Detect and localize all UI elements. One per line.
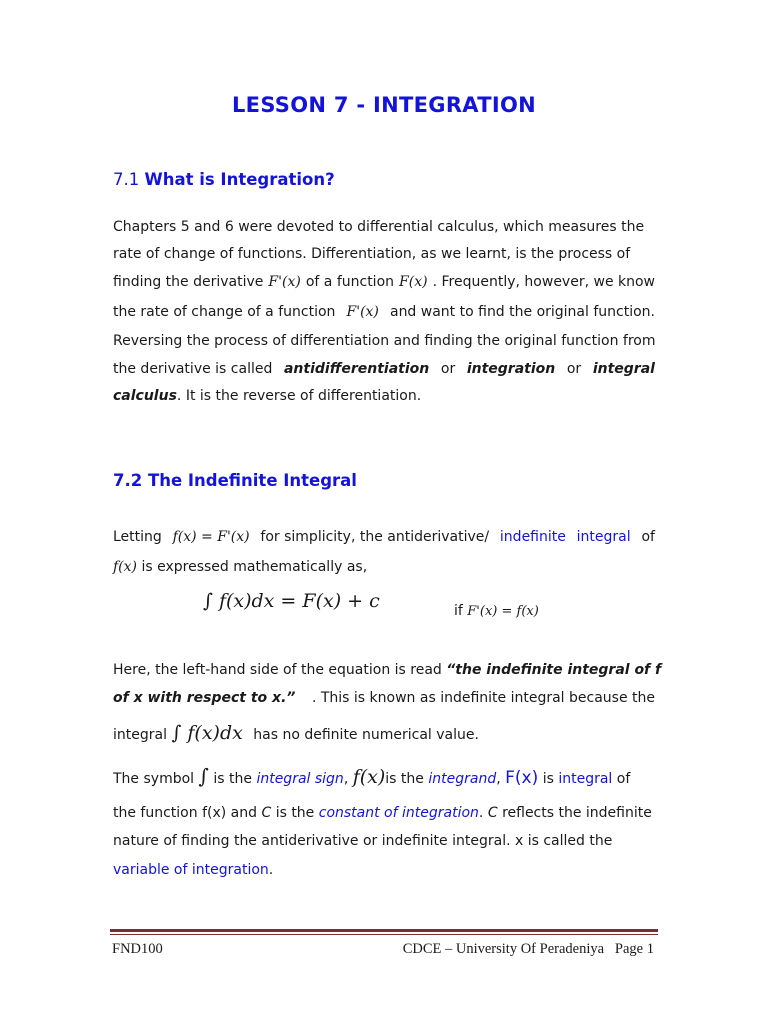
term-calculus: calculus — [113, 388, 177, 404]
section-heading-7-2: 7.2 The Indefinite Integral — [113, 471, 357, 490]
paragraph-line: Here, the left-hand side of the equation is read “the indefinite integral of f — [113, 662, 662, 678]
paragraph-line: Reversing the process of differentiation and finding the original function from — [113, 333, 656, 349]
paragraph-line: The symbol ∫ is the integral sign, f(x)is the integrand, F(x) is integral of — [113, 764, 631, 788]
section-number: 7.1 — [113, 170, 140, 189]
term-antidifferentiation: antidifferentiation — [283, 361, 430, 377]
term-Fx: F(x) — [505, 768, 539, 788]
footer-rule-thick — [110, 929, 658, 932]
quote-reading-end: of x with respect to x.” — [113, 690, 296, 706]
math-definition: f(x) = F'(x) — [172, 529, 250, 545]
equation-condition: if F'(x) = f(x) — [454, 603, 539, 619]
paragraph-line: Letting f(x) = F'(x) for simplicity, the antiderivative/ indefinite integral of — [113, 529, 655, 545]
paragraph-line: the rate of change of a function F'(x) and want to find the original function. — [113, 304, 655, 320]
math-fx: f(x) — [113, 559, 138, 575]
math-integrand: f(x) — [352, 766, 386, 788]
math-derivative: F'(x) — [268, 274, 301, 290]
term-integral-sign[interactable]: integral sign — [256, 771, 344, 787]
footer-institution-page: CDCE – University Of Peradeniya Page 1 — [402, 941, 654, 957]
math-function: F(x) — [399, 274, 428, 290]
math-integral: ∫ f(x)dx — [171, 722, 243, 744]
quote-reading: “the indefinite integral of f — [446, 662, 662, 678]
link-indefinite[interactable]: indefinite — [499, 529, 566, 545]
integral-equation: ∫ f(x)dx = F(x) + c — [203, 590, 380, 612]
paragraph-line: f(x) is expressed mathematically as, — [113, 559, 368, 575]
footer-rule-thin — [110, 934, 658, 935]
page-title: LESSON 7 - INTEGRATION — [232, 93, 536, 117]
term-variable-of-integration[interactable]: variable of integration — [113, 862, 269, 878]
term-integral: integral — [592, 361, 655, 377]
integral-sign-symbol: ∫ — [198, 764, 209, 788]
term-integration: integration — [466, 361, 556, 377]
paragraph-line: calculus. It is the reverse of differentiation. — [113, 388, 422, 404]
paragraph-line: Chapters 5 and 6 were devoted to differential calculus, which measures the — [113, 219, 645, 235]
paragraph-line: finding the derivative F'(x) of a function F(x) . Frequently, however, we know — [113, 274, 655, 290]
math-derivative: F'(x) — [346, 304, 379, 320]
paragraph-line: of x with respect to x.” . This is known as indefinite integral because the — [113, 690, 655, 706]
link-integral[interactable]: integral — [576, 529, 631, 545]
paragraph-line: nature of finding the antiderivative or indefinite integral. x is called the — [113, 833, 613, 849]
paragraph-line: the derivative is called antidifferentiation or integration or integral — [113, 361, 655, 377]
paragraph-line: integral ∫ f(x)dx has no definite numerical value. — [113, 722, 479, 744]
paragraph-line: rate of change of functions. Differentiation, as we learnt, is the process of — [113, 246, 631, 262]
section-heading-7-1 — [113, 170, 335, 189]
term-integral-link[interactable]: integral — [558, 771, 613, 787]
paragraph-line: variable of integration. — [113, 862, 274, 878]
term-constant-of-integration[interactable]: constant of integration — [318, 805, 479, 821]
footer-course-code: FND100 — [112, 941, 163, 957]
section-title: What is Integration? — [144, 170, 335, 189]
paragraph-line: the function f(x) and C is the constant of integration. C reflects the indefinite — [113, 805, 652, 821]
term-integrand[interactable]: integrand — [428, 771, 497, 787]
